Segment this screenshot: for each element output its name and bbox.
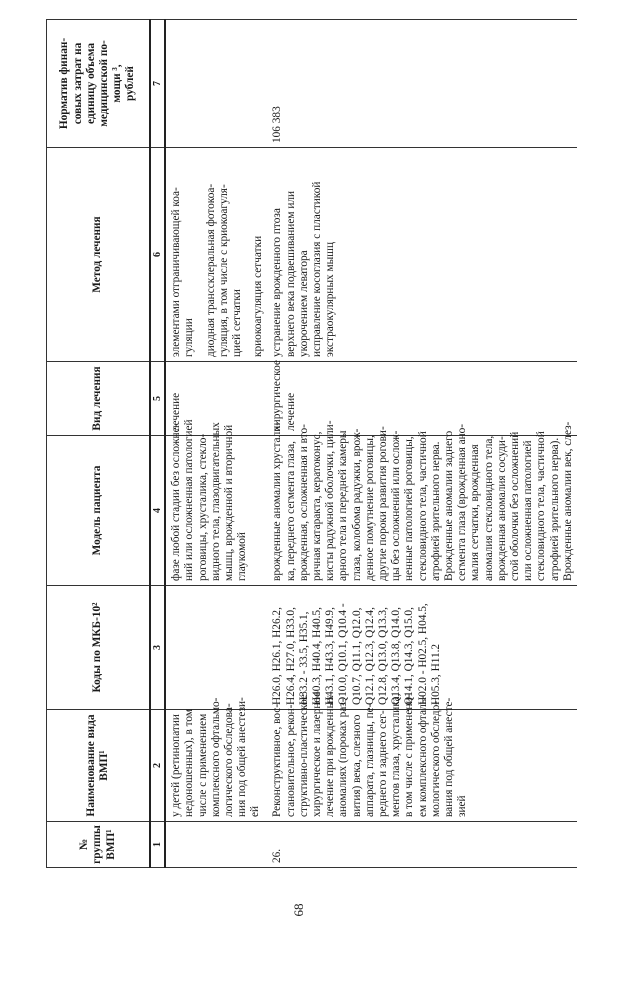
method-item <box>252 152 265 357</box>
text-line: ВМП¹ <box>98 750 110 781</box>
text-line: аномалия стекловидного тела, <box>482 435 495 581</box>
cell-patient-model <box>165 419 267 586</box>
text-line: ненные патологией роговицы, <box>403 436 416 581</box>
text-line: экстраокулярных мышц <box>324 241 337 357</box>
text-line: кисты радужной оболочки, цили- <box>324 420 337 581</box>
text-line: глаза, колобома радужки, врож- <box>350 428 363 581</box>
text-line: врожденная аномалия сосуди- <box>495 436 508 581</box>
text-line: другие пороки развития рогови- <box>377 426 390 581</box>
text-line: H43.1, H43.3, H49.9, <box>324 607 337 705</box>
text-line: H33.2 - 33.5, H35.1, <box>297 611 310 705</box>
cell-cost-standard <box>165 20 267 148</box>
text-line: устранение врожденного птоза <box>271 208 284 357</box>
table-row-continued <box>165 20 267 868</box>
text-line: фазе любой стадии без осложне- <box>170 423 183 581</box>
text-line: H26.4, H27.0, H33.0, <box>284 607 297 705</box>
text-line: группы <box>91 825 104 864</box>
text-line: сегмента глаза (врожденная ано- <box>456 423 469 581</box>
header-patient-model <box>47 436 151 586</box>
text-line: Вид лечения <box>91 366 104 431</box>
text-line: H40.3, H40.4, H40.5, <box>311 607 324 705</box>
text-line: хирургическое и лазерное <box>311 691 324 817</box>
text-line: Коды по МКБ-10² <box>91 602 104 693</box>
text-line: гуляции <box>183 318 196 357</box>
text-line: Модель пациента <box>91 465 104 556</box>
text-line: исправление косоглазия с пластикой <box>311 181 324 357</box>
text-line: стой оболочки без осложнений <box>509 431 522 581</box>
column-number: 3 <box>150 586 165 710</box>
text-line: атрофией зрительного нерва. <box>429 441 442 581</box>
text-line: гуляция, в том числе с криокоагуля- <box>217 184 230 357</box>
text-line: Q13.4, Q13.8, Q14.0, <box>390 607 403 705</box>
text-line: у детей (ретинопатии <box>170 714 183 817</box>
text-line: медицинской по- <box>98 40 110 127</box>
header-treatment-type <box>47 362 151 436</box>
text-line: в том числе с применени- <box>403 693 416 817</box>
text-line: верхнего века подвешиванием или <box>284 190 297 357</box>
text-line: логического обследова- <box>223 703 236 817</box>
text-line: денное помутнение роговицы, <box>363 435 376 581</box>
text-line: лечение <box>284 392 297 431</box>
text-line: видного тела, глазодвигательных <box>209 422 222 581</box>
text-line: вания под общей анесте- <box>443 697 456 817</box>
cell-vmp-name <box>165 697 267 822</box>
text-line: малия сетчатки, врожденная <box>469 444 482 581</box>
text-line: стекловидного тела, частичной <box>416 431 429 581</box>
text-line: мощи ³, <box>111 64 124 103</box>
text-line: становительное, рекон- <box>284 704 297 817</box>
cell-icd-codes <box>267 586 577 710</box>
text-line: роговицы, хрусталика, стекло- <box>196 433 209 581</box>
column-number-row <box>150 20 165 868</box>
text-line: Норматив финан- <box>58 37 71 130</box>
text-line: ния под общей анестези- <box>236 697 249 817</box>
text-line: Врожденные аномалии век, слез- <box>561 421 574 581</box>
text-line: цией сетчатки <box>231 289 244 357</box>
text-line: врожденные аномалии хрустали- <box>271 421 284 581</box>
text-line: рублей <box>124 66 137 101</box>
text-line: ричная катаракта, кератоконус, <box>311 431 324 581</box>
header-cost-standard <box>47 20 151 148</box>
text-line: Наименование вида <box>84 714 97 817</box>
text-line: стекловидного тела, частичной <box>535 431 548 581</box>
cell-patient-model <box>267 420 577 586</box>
text-line: элементами отграничивающей коа- <box>170 187 183 357</box>
cell-vmp-name <box>267 691 577 822</box>
column-number: 7 <box>150 20 165 148</box>
text-line: врожденная, осложненная и вто- <box>297 424 310 581</box>
cell-cost-standard <box>267 20 577 148</box>
text-line: аномалиях (пороках раз- <box>337 698 350 817</box>
column-number: 4 <box>150 436 165 586</box>
text-line: комплексного офтальмо- <box>209 697 222 817</box>
text-line: Q14.1, Q14.3, Q15.0, <box>403 607 416 705</box>
text-line: единицу объема <box>84 43 97 124</box>
text-line: или осложненная патологией <box>522 440 535 581</box>
rotated-table-block <box>46 0 606 868</box>
text-line: H02.0 - H02.5, H04.5, <box>416 603 429 705</box>
cell-treatment-method <box>267 148 577 362</box>
text-line: 106 383 <box>271 106 284 143</box>
vmp-table <box>46 19 577 868</box>
text-line: Врожденные аномалии заднего <box>443 430 456 581</box>
header-treatment-method <box>47 148 151 362</box>
text-line: недоношенных), в том <box>183 709 196 817</box>
text-line: ка, переднего сегмента глаза, <box>284 441 297 581</box>
cell-group-number <box>267 822 577 868</box>
text-line: арного тела и передней камеры <box>337 430 350 581</box>
header-vmp-name <box>47 710 151 822</box>
text-line: лечение <box>170 392 183 431</box>
text-line: диодная транссклеральная фотокоа- <box>204 183 217 357</box>
text-line: числе с применением <box>196 713 209 817</box>
cell-icd-codes <box>165 586 267 710</box>
text-line: атрофией зрительного нерва). <box>548 437 561 581</box>
header-group-number <box>47 822 151 868</box>
text-line: аппарата, глазницы, пе- <box>363 703 376 817</box>
method-item <box>271 152 311 357</box>
text-line: Q10.7, Q11.1, Q12.0, <box>350 607 363 705</box>
text-line: реднего и заднего сег- <box>377 710 390 817</box>
text-line: ем комплексного офталь- <box>416 695 429 817</box>
text-line: ний или осложненная патологией <box>183 419 196 581</box>
table-row-26 <box>267 20 577 868</box>
cell-group-number <box>165 822 267 868</box>
text-line: Метод лечения <box>91 216 104 293</box>
page-number: 68 <box>291 903 306 917</box>
text-line: H26.0, H26.1, H26.2, <box>271 607 284 705</box>
method-item <box>170 152 196 357</box>
text-line: Реконструктивное, вос- <box>271 703 284 817</box>
cell-treatment-method <box>165 148 267 362</box>
text-line: укорочением леватора <box>297 250 310 357</box>
column-number: 6 <box>150 148 165 362</box>
header-row <box>47 20 151 868</box>
text-line: лечение при врожденных <box>324 695 337 817</box>
method-item <box>205 152 245 357</box>
column-number: 5 <box>150 362 165 436</box>
method-item <box>311 152 337 357</box>
text-line: мологического обследо- <box>429 700 442 817</box>
text-line: мышц, врожденной и вторичной <box>223 424 236 581</box>
column-number: 1 <box>150 822 165 868</box>
cell-treatment-type <box>267 362 577 436</box>
text-line: структивно-пластическое <box>297 694 310 817</box>
text-line: совых затрат на <box>71 42 84 125</box>
text-line: цы без осложнений или ослож- <box>390 430 403 581</box>
text-line: ментов глаза, хрусталика, <box>390 693 403 817</box>
text-line: хирургическое <box>271 360 284 431</box>
text-line: Q12.1, Q12.3, Q12.4, <box>363 607 376 705</box>
text-line: зией <box>456 795 469 817</box>
text-line: криокоагуляция сетчатки <box>252 235 265 357</box>
header-icd-codes <box>47 586 151 710</box>
text-line: ей <box>249 805 262 817</box>
text-line: № <box>78 838 91 851</box>
text-line: Q10.0, Q10.1, Q10.4 - <box>337 603 350 705</box>
column-number: 2 <box>150 710 165 822</box>
text-line: Q12.8, Q13.0, Q13.3, <box>377 607 390 705</box>
text-line: 26. <box>271 848 284 863</box>
text-line: H05.3, H11.2 <box>429 643 442 705</box>
text-line: глаукомой <box>236 532 249 581</box>
text-line: вития) века, слезного <box>350 714 363 817</box>
text-line: ВМП¹ <box>104 829 117 860</box>
